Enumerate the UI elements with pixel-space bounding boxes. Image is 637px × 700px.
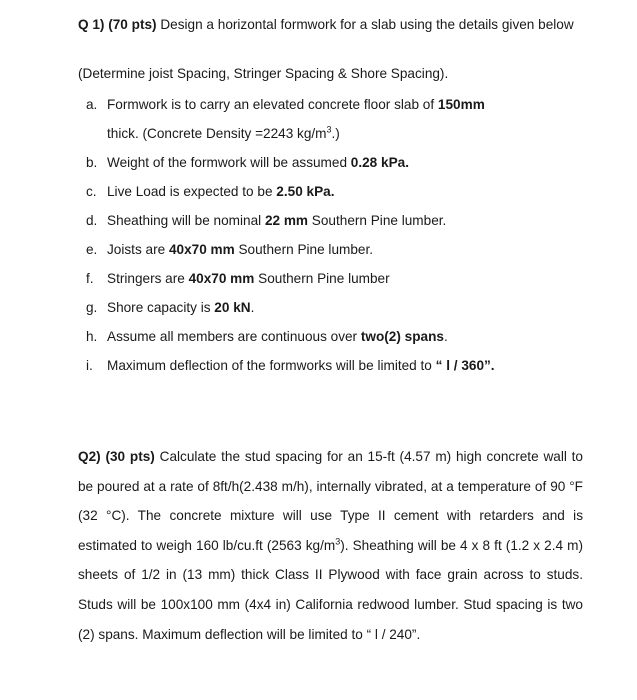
question-2-text: Calculate the stud spacing for an 15-ft (4.57 m) high concrete wall to be poured at a rate of 8ft/h(2.438 m/h), internally vibrated, at a temperature of 90 °F (32 °C). The concrete mixture will use Type II cement with retarders and is estimated to weigh 160 lb/cu.ft (2563 kg/m	[78, 449, 583, 553]
list-marker: d.	[86, 213, 98, 228]
list-item-text: Assume all members are continuous over	[107, 329, 361, 344]
list-item-text: Joists are	[107, 242, 169, 257]
list-item-a-continuation	[107, 123, 340, 144]
question-2-paragraph	[78, 442, 583, 649]
list-marker: h.	[86, 329, 98, 344]
list-item-text: Southern Pine lumber.	[234, 242, 374, 257]
list-item-e	[86, 239, 373, 260]
list-item-text: Shore capacity is	[107, 300, 215, 315]
list-marker: i.	[86, 358, 93, 373]
list-item-text: Live Load is expected to be	[107, 184, 277, 199]
list-item-bold: 0.28 kPa.	[350, 155, 409, 170]
list-item-text: Formwork is to carry an elevated concrete floor slab of	[107, 97, 438, 112]
list-item-a	[86, 94, 485, 115]
list-item-text: .)	[331, 126, 340, 141]
list-item-bold: “ l / 360”.	[435, 358, 495, 373]
list-marker: g.	[86, 300, 98, 315]
list-item-bold: 40x70 mm	[168, 242, 235, 257]
list-item-text: Sheathing will be nominal	[107, 213, 265, 228]
list-item-d	[86, 210, 446, 231]
list-marker: c.	[86, 184, 97, 199]
list-item-bold: 150mm	[437, 97, 485, 112]
list-item-f	[86, 268, 390, 289]
list-item-text: .	[443, 329, 448, 344]
question-2-text: ). Sheathing will be 4 x 8 ft (1.2 x 2.4 m) sheets of 1/2 in (13 mm) thick Class II Plywood with face grain across to studs. Studs will be 100x100 mm (4x4 in) California redwood lumber. Stud spacing is two (2) spans. Maximum deflection will be limited to “ l / 240”.	[78, 537, 583, 642]
list-item-text: Southern Pine lumber.	[308, 213, 447, 228]
question-1-heading	[78, 14, 588, 35]
list-item-bold: 22 mm	[264, 213, 309, 228]
question-1-title: Design a horizontal formwork for a slab using the details given below	[156, 17, 574, 32]
list-item-text: thick. (Concrete Density =2243 kg/m	[107, 126, 327, 141]
list-item-text: .	[250, 300, 255, 315]
list-item-c	[86, 181, 335, 202]
list-item-bold: 40x70 mm	[188, 271, 255, 286]
list-item-text: Stringers are	[107, 271, 189, 286]
list-item-bold: 20 kN	[214, 300, 251, 315]
list-item-h	[86, 326, 448, 347]
list-marker: b.	[86, 155, 98, 170]
list-item-bold: two(2) spans	[360, 329, 444, 344]
list-marker: f.	[86, 271, 94, 286]
superscript: 3	[326, 124, 332, 135]
list-marker: e.	[86, 242, 98, 257]
list-item-bold: 2.50 kPa.	[276, 184, 335, 199]
list-item-b	[86, 152, 409, 173]
question-1-label: Q 1) (70 pts)	[78, 17, 157, 32]
superscript: 3	[335, 536, 341, 547]
list-item-text: Weight of the formwork will be assumed	[107, 155, 351, 170]
list-marker: a.	[86, 97, 98, 112]
question-2-label: Q2) (30 pts)	[78, 449, 155, 464]
list-item-text: Maximum deflection of the formworks will be limited to	[107, 358, 436, 373]
list-item-i	[86, 355, 495, 376]
list-item-g	[86, 297, 254, 318]
question-1-subtitle: (Determine joist Spacing, Stringer Spacing & Shore Spacing).	[78, 66, 449, 81]
list-item-text: Southern Pine lumber	[254, 271, 390, 286]
